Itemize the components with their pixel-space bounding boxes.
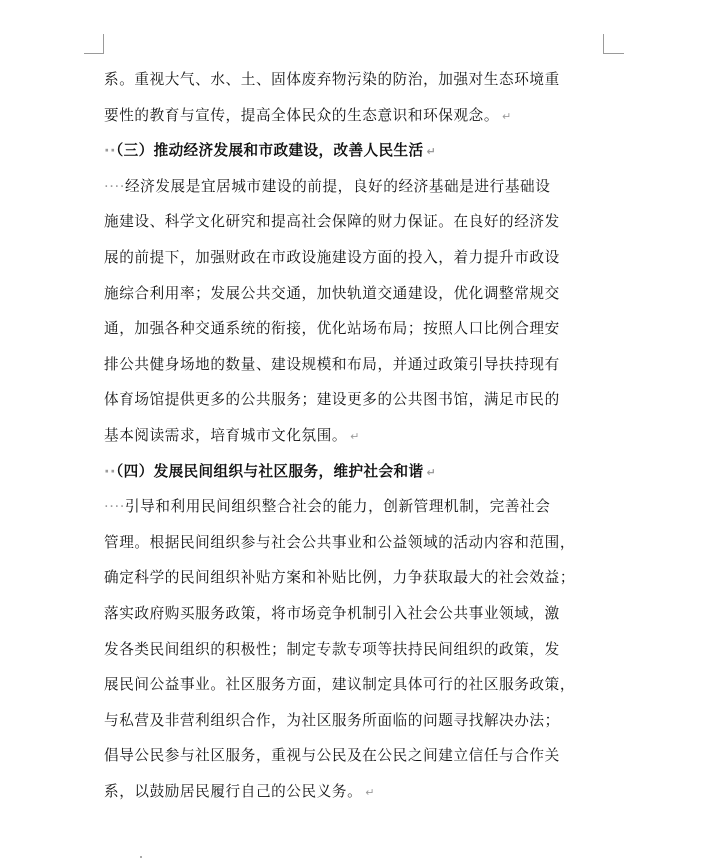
line-text: 体育场馆提供更多的公共服务；建设更多的公共图书馆，满足市民的 (104, 391, 560, 409)
paragraph-line (104, 347, 604, 383)
line-text: 展民间公益事业。社区服务方面，建议制定具体可行的社区服务政策， (104, 676, 576, 694)
line-text: （四）发展民间组织与社区服务，维护社会和谐 (115, 462, 424, 480)
section-heading (104, 133, 604, 169)
paragraph-line (104, 703, 604, 739)
line-text: 系，以鼓励居民履行自己的公民义务。 (104, 782, 363, 800)
line-text: 施综合利用率；发展公共交通，加快轨道交通建设，优化调整常规交 (104, 284, 560, 302)
space-marks: ·· (104, 462, 116, 480)
cursor-dot (140, 856, 142, 858)
paragraph-line (104, 667, 604, 703)
line-text: 系。重视大气、水、土、固体废弃物污染的防治，加强对生态环境重 (104, 71, 560, 88)
paragraph-line (104, 276, 604, 312)
paragraph-mark-icon: ↵ (350, 429, 360, 443)
paragraph-line (104, 169, 604, 205)
line-text: 要性的教育与宣传，提高全体民众的生态意识和环保观念。 (104, 106, 500, 124)
paragraph-mark-icon: ↵ (365, 785, 376, 799)
line-text: 展的前提下，加强财政在市政设施建设方面的投入，着力提升市政设 (104, 248, 560, 266)
paragraph-line (104, 525, 604, 561)
paragraph-line (104, 240, 604, 276)
line-text: 基本阅读需求，培育城市文化氛围。 (104, 426, 348, 444)
paragraph-line (104, 489, 604, 525)
paragraph-line (104, 738, 604, 774)
line-text: 管理。根据民间组织参与社会公共事业和公益领域的活动内容和范围， (104, 533, 576, 551)
paragraph-line (104, 632, 604, 668)
section-heading (104, 454, 604, 490)
line-text: 确定科学的民间组织补贴方案和补贴比例，力争获取最大的社会效益； (104, 569, 576, 587)
paragraph-line (104, 98, 604, 134)
paragraph-line (104, 62, 604, 98)
paragraph-line (104, 596, 604, 632)
paragraph-line (104, 418, 604, 454)
line-text: （三）推动经济发展和市政建设，改善人民生活 (115, 142, 424, 160)
paragraph-line (104, 560, 604, 596)
space-marks: ···· (104, 498, 125, 516)
space-marks: ·· (104, 142, 116, 160)
line-text: 引导和利用民间组织整合社会的能力，创新管理机制，完善社会 (124, 498, 551, 516)
line-text: 落实政府购买服务政策，将市场竞争机制引入社会公共事业领域，激 (104, 604, 560, 622)
paragraph-mark-icon: ↵ (426, 145, 437, 159)
paragraph-line (104, 382, 604, 418)
line-text: 通，加强各种交通系统的衔接，优化站场布局；按照人口比例合理安 (104, 320, 560, 338)
paragraph-line (104, 311, 604, 347)
paragraph-line (104, 774, 604, 810)
line-text: 经济发展是宜居城市建设的前提，良好的经济基础是进行基础设 (124, 177, 551, 195)
line-text: 施建设、科学文化研究和提高社会保障的财力保证。在良好的经济发 (104, 213, 560, 231)
line-text: 发各类民间组织的积极性；制定专款专项等扶持民间组织的政策，发 (104, 640, 560, 658)
space-marks: ···· (104, 177, 125, 195)
document-body (104, 62, 604, 809)
paragraph-line (104, 204, 604, 240)
paragraph-mark-icon: ↵ (502, 109, 512, 123)
paragraph-mark-icon: ↵ (426, 465, 437, 479)
line-text: 排公共健身场地的数量、建设规模和布局，并通过政策引导扶持现有 (104, 355, 560, 373)
line-text: 倡导公民参与社区服务，重视与公民及在公民之间建立信任与合作关 (104, 747, 560, 765)
line-text: 与私营及非营利组织合作，为社区服务所面临的问题寻找解决办法； (104, 711, 560, 729)
